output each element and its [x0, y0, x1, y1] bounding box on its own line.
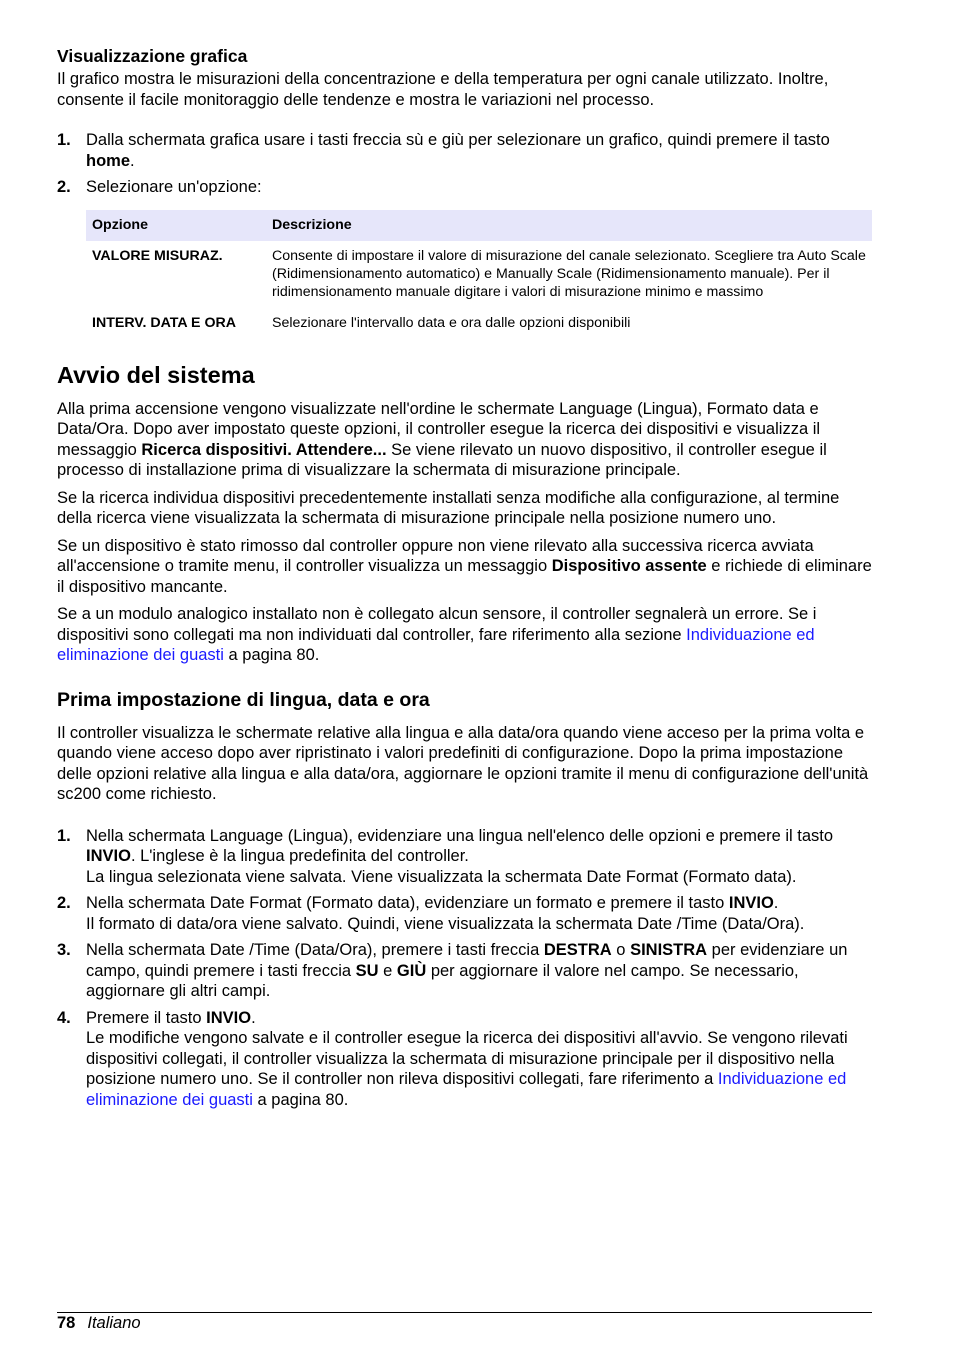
graph-intro: Il grafico mostra le misurazioni della concentrazione e della temperatura per ogni canale utilizzato. Inoltre, consente il facile monitoraggio delle tendenze e mostra le variazioni nel processo. — [57, 70, 829, 109]
table-header-row — [86, 210, 872, 241]
list-item: 1. Nella schermata Language (Lingua), evidenziare una lingua nell'elenco delle opzioni e premere il tasto INVIO. L'inglese è la lingua predefinita del controller. La lingua selezionata viene salvata. Viene visualizzata la schermata Date Format (Formato data). — [57, 826, 834, 886]
page-content — [57, 45, 872, 1116]
page-footer — [57, 1313, 141, 1333]
description-cell: Consente di impostare il valore di misurazione del canale selezionato. Scegliere tra Auto Scale (Ridimensionamento automatico) e Manually Scale (Ridimensionamento manuale). Per il ridimensionamento manuale digitare i valori di misurazione minimo e massimo — [272, 247, 866, 300]
list-item: 2. Selezionare un'opzione: — [57, 178, 262, 196]
page-number: 78 — [57, 1314, 76, 1332]
column-header-option: Opzione — [86, 210, 266, 241]
paragraph: Se un dispositivo è stato rimosso dal controller oppure non viene rilevato alla successiva ricerca avviata all'accensione o tramite menu, il controller visualizza un messaggio Dispositivo assente e richiede di eliminare il dispositivo mancante. — [57, 536, 872, 596]
options-table — [86, 210, 872, 339]
list-item: 3. Nella schermata Date /Time (Data/Ora), premere i tasti freccia DESTRA o SINISTRA per evidenziare un campo, quindi premere i tasti freccia SU e GIÙ per aggiornare il valore nel campo. Se necessario, aggiornare gli altri campi. — [57, 941, 848, 1000]
table-row — [86, 308, 872, 339]
list-item: 4. Premere il tasto INVIO. Le modifiche vengono salvate e il controller esegue la ricerca dei dispositivi all'avvio. Se vengono rilevati dispositivi collegati, il controller visualizza la schermata di misurazione principale per il dispositivo nella posizione numero uno. Se il controller non rileva dispositivi collegati, fare riferimento a Individuazione ed eliminazione dei guasti a pagina 80. — [57, 1008, 848, 1109]
footer-divider — [57, 1312, 872, 1313]
troubleshooting-link[interactable]: Individuazione ed eliminazione dei guasti — [57, 625, 815, 664]
troubleshooting-link[interactable]: Individuazione ed eliminazione dei guasti — [86, 1070, 847, 1109]
paragraph: Se la ricerca individua dispositivi precedentemente installati senza modifiche alla configurazione, al termine della ricerca viene visualizzata la schermata di misurazione principale nella posizione numero uno. — [57, 488, 840, 527]
section-heading-graph: Visualizzazione grafica — [57, 46, 248, 66]
table-row — [86, 241, 872, 308]
list-item: 2. Nella schermata Date Format (Formato data), evidenziare un formato e premere il tasto INVIO. Il formato di data/ora viene salvato. Quindi, viene visualizzata la schermata Date /Time (Data/Ora). — [57, 894, 805, 933]
list-item: 1. Dalla schermata grafica usare i tasti freccia sù e giù per selezionare un grafico, quindi premere il tasto home. — [57, 131, 830, 170]
section-heading-startup: Avvio del sistema — [57, 361, 255, 388]
setup-intro: Il controller visualizza le schermate relative alla lingua e alla data/ora quando viene acceso per la prima volta e quando viene acceso dopo aver ripristinato i valori predefiniti di configurazione. Dopo la prima impostazione delle opzioni relative alla lingua e alla data/ora, aggiornare le opzioni tramite il menu di configurazione dell'unità sc200 come richiesto. — [57, 723, 869, 803]
description-cell: Selezionare l'intervallo data e ora dalle opzioni disponibili — [272, 314, 631, 331]
footer-language: Italiano — [87, 1314, 141, 1332]
setup-steps — [57, 826, 872, 1111]
paragraph: Se a un modulo analogico installato non è collegato alcun sensore, il controller segnalerà un errore. Se i dispositivi sono collegati ma non individuati dal controller, fare riferimento alla sezione Individuazione ed eliminazione dei guasti a pagina 80. — [57, 605, 817, 664]
column-header-description: Descrizione — [266, 210, 872, 241]
graph-steps — [57, 130, 872, 198]
option-cell: VALORE MISURAZ. — [92, 247, 223, 264]
option-cell: INTERV. DATA E ORA — [92, 314, 236, 331]
paragraph: Alla prima accensione vengono visualizzate nell'ordine le schermate Language (Lingua), Formato data e Data/Ora. Dopo aver impostato queste opzioni, il controller esegue la ricerca dei dispositivi e visualizza il messaggio Ricerca dispositivi. Attendere... Se viene rilevato un nuovo dispositivo, il controller esegue il processo di installazione prima di visualizzare la schermata di misurazione principale. — [57, 399, 827, 479]
section-heading-first-setup: Prima impostazione di lingua, data e ora — [57, 688, 430, 711]
